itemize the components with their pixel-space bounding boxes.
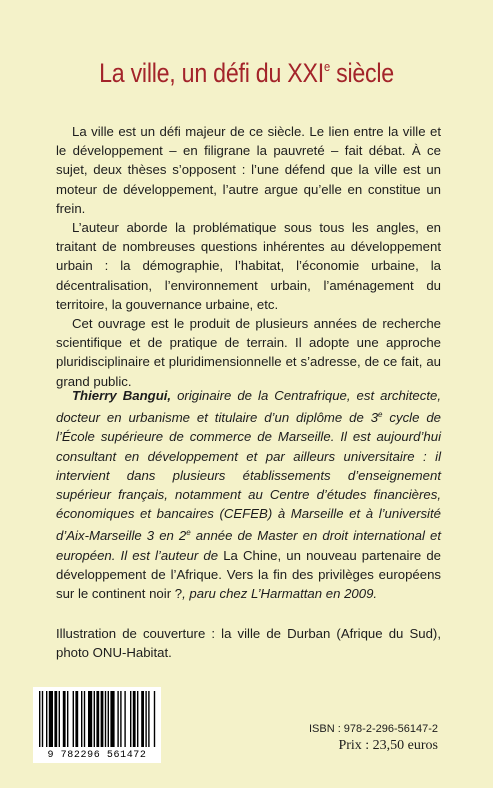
barcode-digits: 9 782296 561472 — [47, 750, 147, 761]
title-main: La ville, un défi du XXI — [99, 58, 324, 88]
author-name: Thierry Bangui, — [72, 388, 172, 403]
cover-credit — [56, 624, 441, 662]
cover-credit-text: Illustration de couverture : la ville de Durban (Afrique du Sud), photo ONU-Habitat. — [56, 626, 441, 661]
bio-text: cycle de l’École supérieure de commerce de Marseille. Il est aujourd’hui consultant en développement et par ailleurs universitaire : il intervient dans plusieurs établissements d’enseignement supérieur français, notamment au Centre d’études financières, économiques et bancaires (CEFEB) à Marseille et à l’université d’Aix-Marseille 3 en 2 — [56, 410, 441, 544]
summary-paragraph: Cet ouvrage est le produit de plusieurs années de recherche scientifique et de pratique de terrain. Il adopte une approche pluridisciplinaire et pluridimensionnelle et s’adresse, de ce fait, au grand public. — [56, 316, 441, 389]
book-title — [35, 58, 459, 89]
price: Prix : 23,50 euros — [338, 738, 438, 753]
barcode-bars — [37, 691, 157, 747]
bio-text: année de Master en droit international et européen. Il est l’auteur de — [56, 528, 441, 563]
title-superscript: e — [323, 59, 330, 74]
summary-paragraph: La ville est un défi majeur de ce siècle. Le lien entre la ville et le développement – en filigrane la pauvreté – fait débat. À ce sujet, deux thèses s’opposent : l’une défend que la ville est un moteur de développement, l’autre argue qu’elle en constitue un frein. — [56, 124, 441, 216]
bio-text: originaire de la Centrafrique, est architecte, docteur en urbanisme et titulaire d’un diplôme de 3 — [56, 388, 441, 426]
barcode — [33, 687, 161, 763]
author-bio — [56, 386, 441, 603]
bio-text: , paru chez L’Harmattan en 2009. — [182, 586, 378, 602]
bio-superscript: e — [378, 410, 383, 420]
isbn: ISBN : 978-2-296-56147-2 — [308, 723, 438, 735]
bio-book-title: La Chine, un nouveau partenaire de développement de l’Afrique. Vers la fin des privilèges européens sur le continent noir ? — [56, 547, 441, 602]
summary-block — [56, 122, 441, 391]
title-tail: siècle — [329, 58, 394, 88]
author-bio-paragraph — [56, 386, 441, 603]
bio-superscript: e — [186, 528, 191, 538]
summary-paragraph: L’auteur aborde la problématique sous tous les angles, en traitant de nombreuses questions inhérentes au développement urbain : la démographie, l’habitat, l’économie urbaine, la décentralisation, l’environnement urbain, l’aménagement du territoire, la gouvernance urbaine, etc. — [56, 220, 441, 312]
